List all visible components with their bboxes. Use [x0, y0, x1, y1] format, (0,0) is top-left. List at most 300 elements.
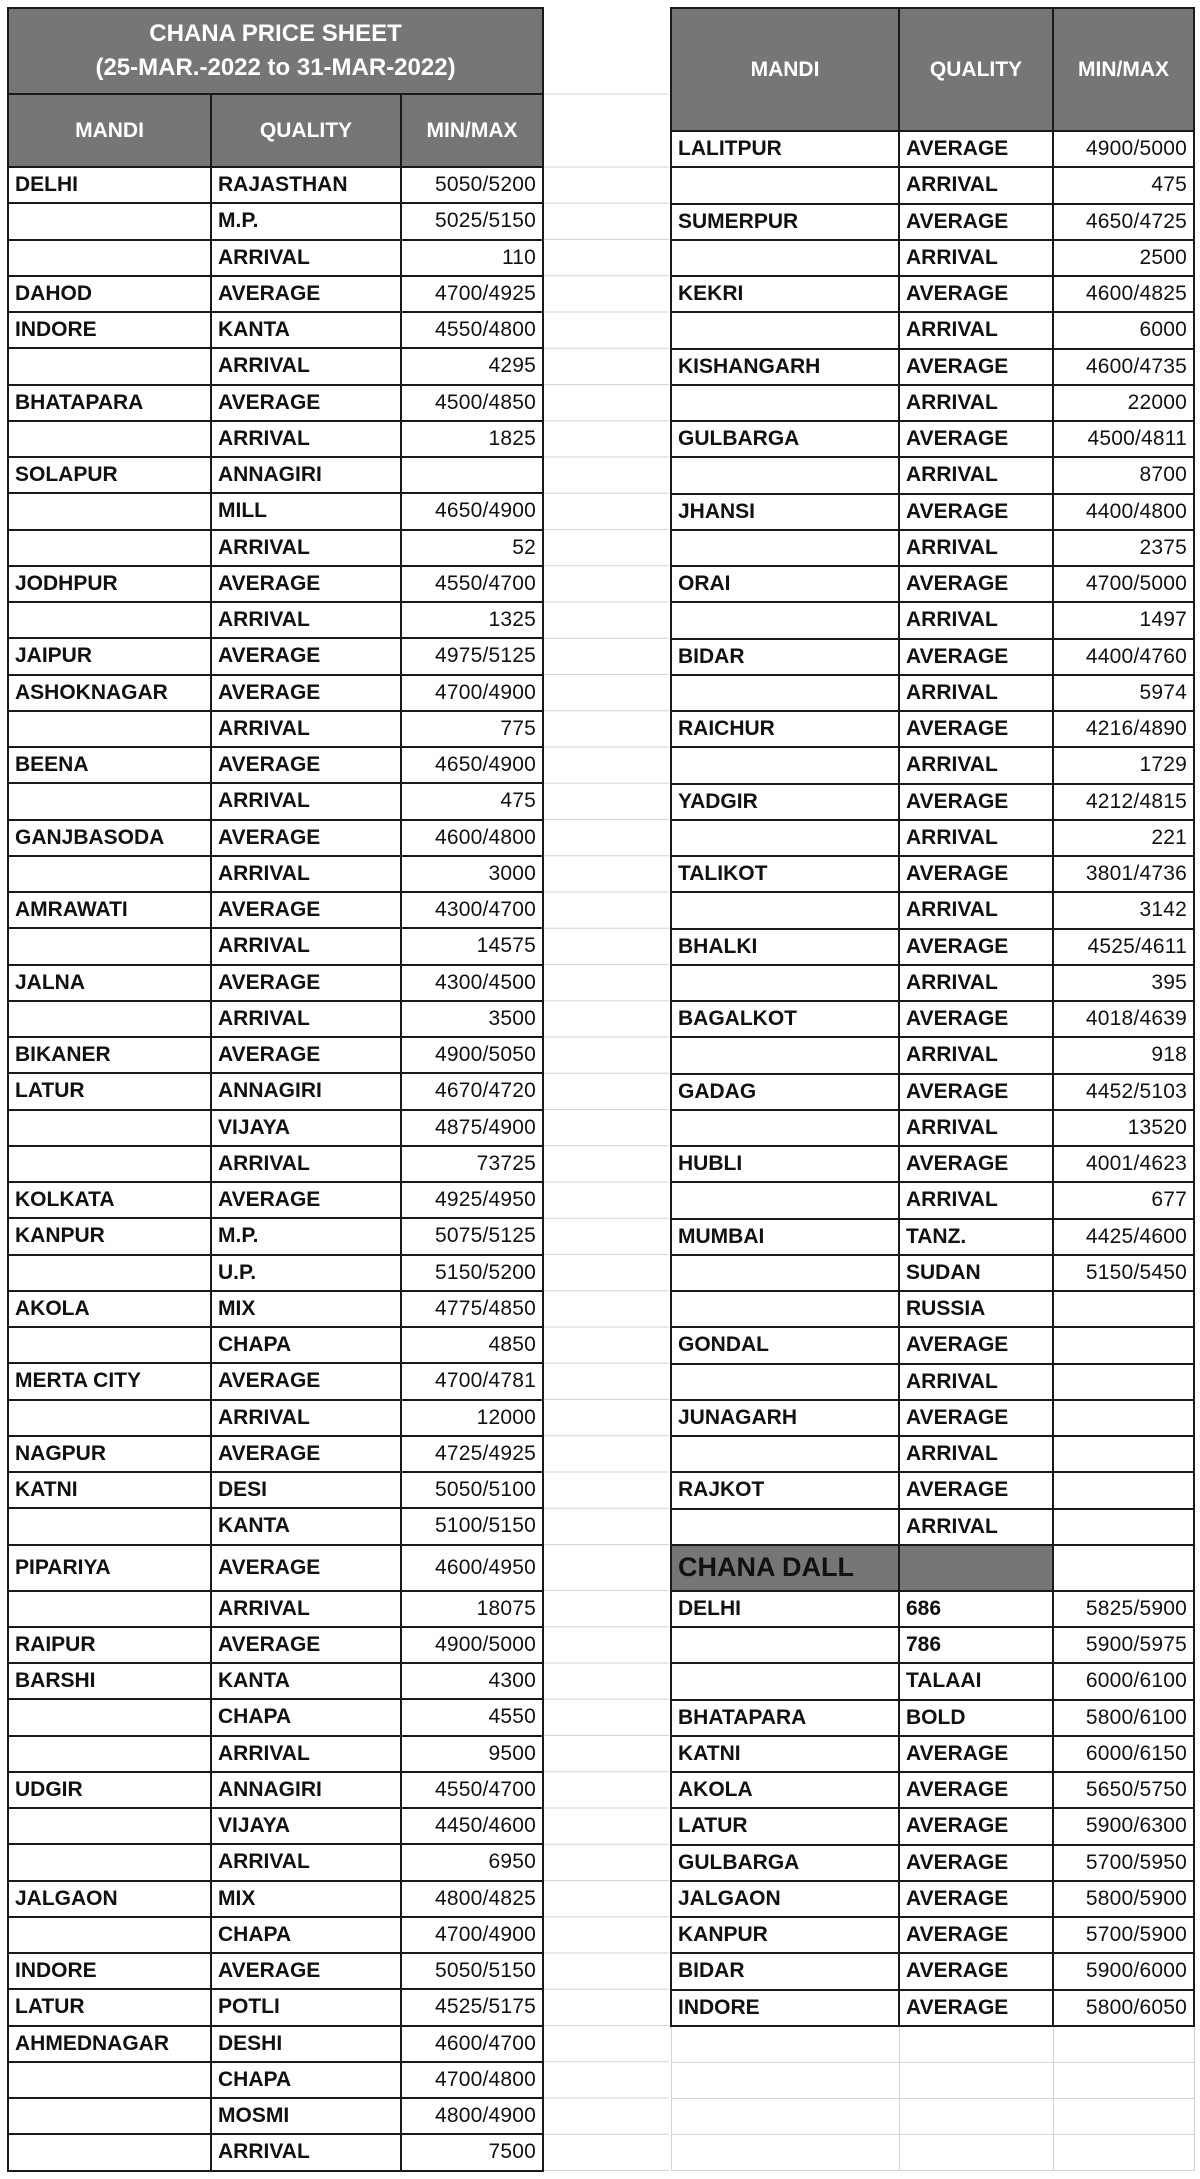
cell-mandi[interactable]: MERTA CITY: [8, 1363, 211, 1399]
cell-mandi[interactable]: AMRAWATI: [8, 892, 211, 928]
cell-mandi[interactable]: [8, 1146, 211, 1182]
cell-quality[interactable]: AVERAGE: [211, 747, 401, 783]
cell-mandi[interactable]: [8, 1508, 211, 1544]
cell-mandi[interactable]: [8, 1699, 211, 1735]
cell-mandi[interactable]: [8, 1255, 211, 1291]
cell-quality[interactable]: AVERAGE: [899, 494, 1053, 530]
empty-cell[interactable]: [899, 2062, 1053, 2098]
cell-quality[interactable]: ARRIVAL: [899, 820, 1053, 856]
cell-min-max[interactable]: [1053, 1327, 1194, 1363]
cell-mandi[interactable]: [671, 892, 899, 928]
cell-mandi[interactable]: BARSHI: [8, 1663, 211, 1699]
cell-min-max[interactable]: 4600/4800: [401, 820, 543, 856]
cell-mandi[interactable]: [8, 1844, 211, 1880]
cell-min-max[interactable]: 4600/4700: [401, 2026, 543, 2062]
cell-quality[interactable]: ARRIVAL: [211, 1146, 401, 1182]
cell-quality[interactable]: ARRIVAL: [211, 602, 401, 638]
cell-quality[interactable]: ARRIVAL: [899, 747, 1053, 783]
empty-cell[interactable]: [899, 2135, 1053, 2171]
cell-mandi[interactable]: [8, 2062, 211, 2098]
cell-mandi[interactable]: GADAG: [671, 1074, 899, 1110]
cell-mandi[interactable]: AKOLA: [8, 1291, 211, 1327]
cell-min-max[interactable]: 1825: [401, 421, 543, 457]
cell-quality[interactable]: AVERAGE: [211, 276, 401, 312]
cell-quality[interactable]: CHAPA: [211, 1327, 401, 1363]
cell-mandi[interactable]: KEKRI: [671, 276, 899, 312]
cell-quality[interactable]: AVERAGE: [899, 1400, 1053, 1436]
cell-quality[interactable]: ARRIVAL: [211, 421, 401, 457]
cell-quality[interactable]: CHAPA: [211, 2062, 401, 2098]
cell-mandi[interactable]: [671, 312, 899, 348]
cell-min-max[interactable]: 9500: [401, 1736, 543, 1772]
cell-min-max[interactable]: 5900/5975: [1053, 1627, 1194, 1663]
cell-min-max[interactable]: 5700/5900: [1053, 1917, 1194, 1953]
cell-min-max[interactable]: 775: [401, 711, 543, 747]
cell-min-max[interactable]: 4550/4700: [401, 1772, 543, 1808]
cell-min-max[interactable]: 4216/4890: [1053, 711, 1194, 747]
cell-min-max[interactable]: 4550/4700: [401, 566, 543, 602]
cell-min-max[interactable]: 4925/4950: [401, 1182, 543, 1218]
cell-min-max[interactable]: 5974: [1053, 675, 1194, 711]
cell-min-max[interactable]: 918: [1053, 1037, 1194, 1073]
cell-mandi[interactable]: KATNI: [671, 1736, 899, 1772]
cell-mandi[interactable]: RAJKOT: [671, 1472, 899, 1508]
cell-mandi[interactable]: LATUR: [8, 1989, 211, 2025]
cell-quality[interactable]: POTLI: [211, 1989, 401, 2025]
cell-mandi[interactable]: [671, 1182, 899, 1218]
cell-min-max[interactable]: 4700/4781: [401, 1363, 543, 1399]
cell-mandi[interactable]: [8, 1110, 211, 1146]
cell-mandi[interactable]: [8, 1591, 211, 1627]
cell-min-max[interactable]: 221: [1053, 820, 1194, 856]
cell-min-max[interactable]: 5800/5900: [1053, 1881, 1194, 1917]
cell-quality[interactable]: ARRIVAL: [211, 530, 401, 566]
cell-min-max[interactable]: 5800/6050: [1053, 1990, 1194, 2026]
cell-min-max[interactable]: 5150/5200: [401, 1255, 543, 1291]
cell-quality[interactable]: RAJASTHAN: [211, 167, 401, 203]
cell-min-max[interactable]: 1729: [1053, 747, 1194, 783]
cell-min-max[interactable]: [1053, 1291, 1194, 1327]
cell-mandi[interactable]: [8, 1917, 211, 1953]
cell-min-max[interactable]: 5900/6000: [1053, 1953, 1194, 1989]
cell-quality[interactable]: AVERAGE: [899, 566, 1053, 602]
cell-mandi[interactable]: DAHOD: [8, 276, 211, 312]
cell-mandi[interactable]: [671, 965, 899, 1001]
cell-quality[interactable]: AVERAGE: [899, 1001, 1053, 1037]
cell-mandi[interactable]: ASHOKNAGAR: [8, 675, 211, 711]
cell-mandi[interactable]: KOLKATA: [8, 1182, 211, 1218]
cell-min-max[interactable]: 475: [1053, 167, 1194, 203]
cell-min-max[interactable]: 4900/5000: [1053, 131, 1194, 167]
cell-mandi[interactable]: RAIPUR: [8, 1627, 211, 1663]
cell-min-max[interactable]: 395: [1053, 965, 1194, 1001]
cell-quality[interactable]: AVERAGE: [211, 675, 401, 711]
cell-quality[interactable]: KANTA: [211, 1508, 401, 1544]
cell-mandi[interactable]: [8, 711, 211, 747]
cell-mandi[interactable]: [8, 928, 211, 964]
cell-mandi[interactable]: [671, 1627, 899, 1663]
cell-quality[interactable]: TANZ.: [899, 1219, 1053, 1255]
cell-quality[interactable]: KANTA: [211, 1663, 401, 1699]
cell-quality[interactable]: AVERAGE: [211, 638, 401, 674]
cell-quality[interactable]: AVERAGE: [211, 566, 401, 602]
cell-min-max[interactable]: 3500: [401, 1001, 543, 1037]
cell-mandi[interactable]: JALGAON: [8, 1881, 211, 1917]
cell-mandi[interactable]: [671, 1110, 899, 1146]
cell-min-max[interactable]: 5050/5200: [401, 167, 543, 203]
cell-quality[interactable]: MOSMI: [211, 2098, 401, 2134]
cell-min-max[interactable]: 6950: [401, 1844, 543, 1880]
empty-cell[interactable]: [899, 2026, 1053, 2062]
cell-mandi[interactable]: [671, 167, 899, 203]
cell-quality[interactable]: ANNAGIRI: [211, 1772, 401, 1808]
cell-quality[interactable]: ARRIVAL: [211, 711, 401, 747]
cell-min-max[interactable]: 5800/6100: [1053, 1700, 1194, 1736]
cell-quality[interactable]: MIX: [211, 1291, 401, 1327]
cell-mandi[interactable]: [671, 385, 899, 421]
cell-min-max[interactable]: 4700/4900: [401, 675, 543, 711]
cell-min-max[interactable]: 73725: [401, 1146, 543, 1182]
cell-quality[interactable]: ARRIVAL: [899, 1110, 1053, 1146]
cell-quality[interactable]: U.P.: [211, 1255, 401, 1291]
cell-min-max[interactable]: 1325: [401, 602, 543, 638]
cell-mandi[interactable]: KISHANGARH: [671, 349, 899, 385]
cell-min-max[interactable]: [1053, 1472, 1194, 1508]
cell-mandi[interactable]: HUBLI: [671, 1146, 899, 1182]
cell-mandi[interactable]: BIDAR: [671, 1953, 899, 1989]
cell-quality[interactable]: AVERAGE: [899, 639, 1053, 675]
cell-min-max[interactable]: 22000: [1053, 385, 1194, 421]
cell-min-max[interactable]: 4850: [401, 1327, 543, 1363]
empty-cell[interactable]: [1053, 2135, 1194, 2171]
cell-mandi[interactable]: PIPARIYA: [8, 1545, 211, 1591]
cell-quality[interactable]: ARRIVAL: [211, 856, 401, 892]
cell-min-max[interactable]: 4650/4725: [1053, 204, 1194, 240]
empty-cell[interactable]: [671, 2098, 899, 2134]
cell-min-max[interactable]: 4295: [401, 348, 543, 384]
cell-mandi[interactable]: [8, 421, 211, 457]
cell-min-max[interactable]: 4300: [401, 1663, 543, 1699]
cell-quality[interactable]: ARRIVAL: [899, 1436, 1053, 1472]
cell-min-max[interactable]: 4800/4825: [401, 1881, 543, 1917]
cell-quality[interactable]: ARRIVAL: [899, 1182, 1053, 1218]
cell-quality[interactable]: MIX: [211, 1881, 401, 1917]
cell-min-max[interactable]: 4650/4900: [401, 747, 543, 783]
empty-cell[interactable]: [1053, 2062, 1194, 2098]
cell-mandi[interactable]: DELHI: [8, 167, 211, 203]
cell-mandi[interactable]: BEENA: [8, 747, 211, 783]
cell-quality[interactable]: M.P.: [211, 203, 401, 239]
cell-quality[interactable]: ARRIVAL: [899, 240, 1053, 276]
cell-quality[interactable]: AVERAGE: [899, 929, 1053, 965]
cell-min-max[interactable]: 4425/4600: [1053, 1219, 1194, 1255]
cell-min-max[interactable]: 5025/5150: [401, 203, 543, 239]
empty-cell[interactable]: [899, 2098, 1053, 2134]
cell-quality[interactable]: AVERAGE: [899, 1917, 1053, 1953]
cell-quality[interactable]: ARRIVAL: [899, 965, 1053, 1001]
cell-quality[interactable]: AVERAGE: [899, 349, 1053, 385]
cell-mandi[interactable]: [671, 1436, 899, 1472]
cell-mandi[interactable]: [8, 1001, 211, 1037]
cell-min-max[interactable]: 4600/4735: [1053, 349, 1194, 385]
cell-quality[interactable]: AVERAGE: [899, 421, 1053, 457]
cell-quality[interactable]: AVERAGE: [899, 1074, 1053, 1110]
cell-mandi[interactable]: [8, 1736, 211, 1772]
cell-mandi[interactable]: [671, 530, 899, 566]
cell-mandi[interactable]: LATUR: [8, 1073, 211, 1109]
cell-min-max[interactable]: 12000: [401, 1400, 543, 1436]
cell-min-max[interactable]: 4975/5125: [401, 638, 543, 674]
cell-min-max[interactable]: 5075/5125: [401, 1218, 543, 1254]
cell-mandi[interactable]: [8, 783, 211, 819]
cell-quality[interactable]: ARRIVAL: [211, 1736, 401, 1772]
cell-min-max[interactable]: 5100/5150: [401, 1508, 543, 1544]
cell-mandi[interactable]: GULBARGA: [671, 1845, 899, 1881]
cell-mandi[interactable]: [8, 493, 211, 529]
cell-quality[interactable]: ARRIVAL: [899, 312, 1053, 348]
cell-min-max[interactable]: 4725/4925: [401, 1436, 543, 1472]
cell-mandi[interactable]: YADGIR: [671, 784, 899, 820]
cell-mandi[interactable]: BHATAPARA: [671, 1700, 899, 1736]
empty-cell[interactable]: [671, 2135, 899, 2171]
cell-mandi[interactable]: [8, 348, 211, 384]
cell-mandi[interactable]: INDORE: [8, 312, 211, 348]
cell-quality[interactable]: AVERAGE: [211, 820, 401, 856]
cell-quality[interactable]: ARRIVAL: [899, 602, 1053, 638]
cell-min-max[interactable]: 4775/4850: [401, 1291, 543, 1327]
cell-min-max[interactable]: 4875/4900: [401, 1110, 543, 1146]
cell-quality[interactable]: AVERAGE: [899, 1472, 1053, 1508]
cell-min-max[interactable]: [1053, 1400, 1194, 1436]
cell-mandi[interactable]: LALITPUR: [671, 131, 899, 167]
cell-quality[interactable]: ARRIVAL: [899, 1364, 1053, 1400]
cell-quality[interactable]: ARRIVAL: [211, 783, 401, 819]
cell-mandi[interactable]: ORAI: [671, 566, 899, 602]
cell-mandi[interactable]: [671, 602, 899, 638]
cell-quality[interactable]: AVERAGE: [899, 1146, 1053, 1182]
cell-min-max[interactable]: 4550: [401, 1699, 543, 1735]
cell-min-max[interactable]: [401, 457, 543, 493]
cell-quality[interactable]: AVERAGE: [211, 385, 401, 421]
cell-min-max[interactable]: 4300/4700: [401, 892, 543, 928]
cell-mandi[interactable]: BIKANER: [8, 1037, 211, 1073]
empty-cell[interactable]: [1053, 2098, 1194, 2134]
cell-quality[interactable]: ARRIVAL: [899, 167, 1053, 203]
cell-quality[interactable]: AVERAGE: [899, 1327, 1053, 1363]
cell-mandi[interactable]: BAGALKOT: [671, 1001, 899, 1037]
cell-mandi[interactable]: SOLAPUR: [8, 457, 211, 493]
cell-mandi[interactable]: [8, 1400, 211, 1436]
cell-quality[interactable]: DESI: [211, 1472, 401, 1508]
cell-quality[interactable]: ANNAGIRI: [211, 1073, 401, 1109]
cell-quality[interactable]: CHAPA: [211, 1917, 401, 1953]
cell-min-max[interactable]: 5700/5950: [1053, 1845, 1194, 1881]
cell-quality[interactable]: AVERAGE: [899, 711, 1053, 747]
cell-min-max[interactable]: 18075: [401, 1591, 543, 1627]
cell-min-max[interactable]: 4700/4900: [401, 1917, 543, 1953]
cell-min-max[interactable]: 4550/4800: [401, 312, 543, 348]
cell-quality[interactable]: ARRIVAL: [899, 530, 1053, 566]
cell-quality[interactable]: AVERAGE: [899, 204, 1053, 240]
cell-quality[interactable]: ARRIVAL: [211, 348, 401, 384]
cell-mandi[interactable]: MUMBAI: [671, 1219, 899, 1255]
cell-quality[interactable]: BOLD: [899, 1700, 1053, 1736]
empty-cell[interactable]: [671, 2026, 899, 2062]
cell-quality[interactable]: AVERAGE: [899, 1808, 1053, 1844]
cell-mandi[interactable]: JALNA: [8, 965, 211, 1001]
cell-min-max[interactable]: 7500: [401, 2134, 543, 2170]
empty-cell[interactable]: [671, 2062, 899, 2098]
cell-min-max[interactable]: 5900/6300: [1053, 1808, 1194, 1844]
cell-min-max[interactable]: 14575: [401, 928, 543, 964]
cell-min-max[interactable]: 4001/4623: [1053, 1146, 1194, 1182]
empty-cell[interactable]: [1053, 2026, 1194, 2062]
cell-mandi[interactable]: [671, 1037, 899, 1073]
cell-mandi[interactable]: UDGIR: [8, 1772, 211, 1808]
cell-quality[interactable]: SUDAN: [899, 1255, 1053, 1291]
cell-mandi[interactable]: [671, 675, 899, 711]
cell-min-max[interactable]: 13520: [1053, 1110, 1194, 1146]
cell-mandi[interactable]: JAIPUR: [8, 638, 211, 674]
cell-mandi[interactable]: RAICHUR: [671, 711, 899, 747]
cell-quality[interactable]: AVERAGE: [211, 1545, 401, 1591]
cell-min-max[interactable]: 4600/4825: [1053, 276, 1194, 312]
cell-min-max[interactable]: 6000: [1053, 312, 1194, 348]
cell-quality[interactable]: ARRIVAL: [899, 385, 1053, 421]
cell-quality[interactable]: AVERAGE: [211, 1363, 401, 1399]
cell-min-max[interactable]: 3000: [401, 856, 543, 892]
cell-mandi[interactable]: [8, 530, 211, 566]
cell-quality[interactable]: 686: [899, 1591, 1053, 1627]
cell-mandi[interactable]: KANPUR: [8, 1218, 211, 1254]
cell-mandi[interactable]: [671, 1663, 899, 1699]
cell-min-max[interactable]: 5050/5150: [401, 1953, 543, 1989]
cell-min-max[interactable]: 4525/5175: [401, 1989, 543, 2025]
cell-min-max[interactable]: [1053, 1436, 1194, 1472]
cell-mandi[interactable]: NAGPUR: [8, 1436, 211, 1472]
cell-mandi[interactable]: [671, 1364, 899, 1400]
cell-mandi[interactable]: [8, 856, 211, 892]
cell-min-max[interactable]: 4500/4811: [1053, 421, 1194, 457]
cell-quality[interactable]: TALAAI: [899, 1663, 1053, 1699]
cell-mandi[interactable]: SUMERPUR: [671, 204, 899, 240]
cell-mandi[interactable]: [8, 203, 211, 239]
cell-mandi[interactable]: [671, 457, 899, 493]
cell-min-max[interactable]: 677: [1053, 1182, 1194, 1218]
cell-quality[interactable]: VIJAYA: [211, 1808, 401, 1844]
cell-min-max[interactable]: 2500: [1053, 240, 1194, 276]
cell-min-max[interactable]: 3142: [1053, 892, 1194, 928]
cell-mandi[interactable]: BHATAPARA: [8, 385, 211, 421]
cell-min-max[interactable]: 4670/4720: [401, 1073, 543, 1109]
cell-mandi[interactable]: [671, 1291, 899, 1327]
cell-min-max[interactable]: 5050/5100: [401, 1472, 543, 1508]
cell-quality[interactable]: AVERAGE: [211, 965, 401, 1001]
cell-min-max[interactable]: 4800/4900: [401, 2098, 543, 2134]
cell-min-max[interactable]: 6000/6100: [1053, 1663, 1194, 1699]
cell-mandi[interactable]: [671, 820, 899, 856]
cell-quality[interactable]: ANNAGIRI: [211, 457, 401, 493]
cell-quality[interactable]: DESHI: [211, 2026, 401, 2062]
cell-quality[interactable]: ARRIVAL: [211, 240, 401, 276]
cell-min-max[interactable]: 1497: [1053, 602, 1194, 638]
cell-quality[interactable]: ARRIVAL: [211, 2134, 401, 2170]
cell-mandi[interactable]: AHMEDNAGAR: [8, 2026, 211, 2062]
cell-min-max[interactable]: 4300/4500: [401, 965, 543, 1001]
cell-mandi[interactable]: DELHI: [671, 1591, 899, 1627]
cell-min-max[interactable]: [1053, 1509, 1194, 1545]
cell-quality[interactable]: 786: [899, 1627, 1053, 1663]
cell-min-max[interactable]: 3801/4736: [1053, 856, 1194, 892]
cell-min-max[interactable]: 110: [401, 240, 543, 276]
cell-min-max[interactable]: [1053, 1364, 1194, 1400]
cell-mandi[interactable]: LATUR: [671, 1808, 899, 1844]
cell-min-max[interactable]: 4900/5050: [401, 1037, 543, 1073]
cell-min-max[interactable]: 4700/4925: [401, 276, 543, 312]
cell-quality[interactable]: ARRIVAL: [899, 1037, 1053, 1073]
cell-quality[interactable]: AVERAGE: [211, 1953, 401, 1989]
cell-min-max[interactable]: 4900/5000: [401, 1627, 543, 1663]
cell-min-max[interactable]: 4450/4600: [401, 1808, 543, 1844]
cell-mandi[interactable]: [671, 240, 899, 276]
cell-quality[interactable]: ARRIVAL: [211, 1591, 401, 1627]
cell-mandi[interactable]: [8, 2134, 211, 2170]
cell-quality[interactable]: RUSSIA: [899, 1291, 1053, 1327]
cell-mandi[interactable]: GANJBASODA: [8, 820, 211, 856]
cell-min-max[interactable]: 4600/4950: [401, 1545, 543, 1591]
cell-quality[interactable]: AVERAGE: [899, 1736, 1053, 1772]
cell-quality[interactable]: AVERAGE: [899, 1953, 1053, 1989]
cell-quality[interactable]: ARRIVAL: [899, 1509, 1053, 1545]
cell-quality[interactable]: CHAPA: [211, 1699, 401, 1735]
cell-mandi[interactable]: BHALKI: [671, 929, 899, 965]
cell-mandi[interactable]: JODHPUR: [8, 566, 211, 602]
cell-mandi[interactable]: TALIKOT: [671, 856, 899, 892]
cell-quality[interactable]: VIJAYA: [211, 1110, 401, 1146]
cell-mandi[interactable]: [8, 602, 211, 638]
cell-quality[interactable]: AVERAGE: [211, 1627, 401, 1663]
cell-quality[interactable]: AVERAGE: [211, 892, 401, 928]
cell-mandi[interactable]: JALGAON: [671, 1881, 899, 1917]
cell-quality[interactable]: AVERAGE: [899, 784, 1053, 820]
cell-mandi[interactable]: KATNI: [8, 1472, 211, 1508]
cell-min-max[interactable]: 4452/5103: [1053, 1074, 1194, 1110]
cell-min-max[interactable]: 6000/6150: [1053, 1736, 1194, 1772]
cell-min-max[interactable]: 52: [401, 530, 543, 566]
cell-mandi[interactable]: INDORE: [8, 1953, 211, 1989]
cell-min-max[interactable]: 2375: [1053, 530, 1194, 566]
cell-mandi[interactable]: [671, 1509, 899, 1545]
cell-min-max[interactable]: 4525/4611: [1053, 929, 1194, 965]
cell-min-max[interactable]: 4500/4850: [401, 385, 543, 421]
cell-mandi[interactable]: INDORE: [671, 1990, 899, 2026]
cell-min-max[interactable]: 5650/5750: [1053, 1772, 1194, 1808]
cell-mandi[interactable]: [671, 747, 899, 783]
cell-quality[interactable]: AVERAGE: [899, 276, 1053, 312]
cell-mandi[interactable]: KANPUR: [671, 1917, 899, 1953]
cell-mandi[interactable]: [671, 1255, 899, 1291]
cell-min-max[interactable]: 4212/4815: [1053, 784, 1194, 820]
cell-quality[interactable]: KANTA: [211, 312, 401, 348]
cell-quality[interactable]: ARRIVAL: [899, 892, 1053, 928]
cell-quality[interactable]: AVERAGE: [211, 1182, 401, 1218]
cell-mandi[interactable]: GONDAL: [671, 1327, 899, 1363]
cell-quality[interactable]: AVERAGE: [899, 1772, 1053, 1808]
cell-mandi[interactable]: [8, 2098, 211, 2134]
cell-quality[interactable]: AVERAGE: [899, 131, 1053, 167]
cell-quality[interactable]: ARRIVAL: [899, 457, 1053, 493]
cell-min-max[interactable]: 4700/5000: [1053, 566, 1194, 602]
